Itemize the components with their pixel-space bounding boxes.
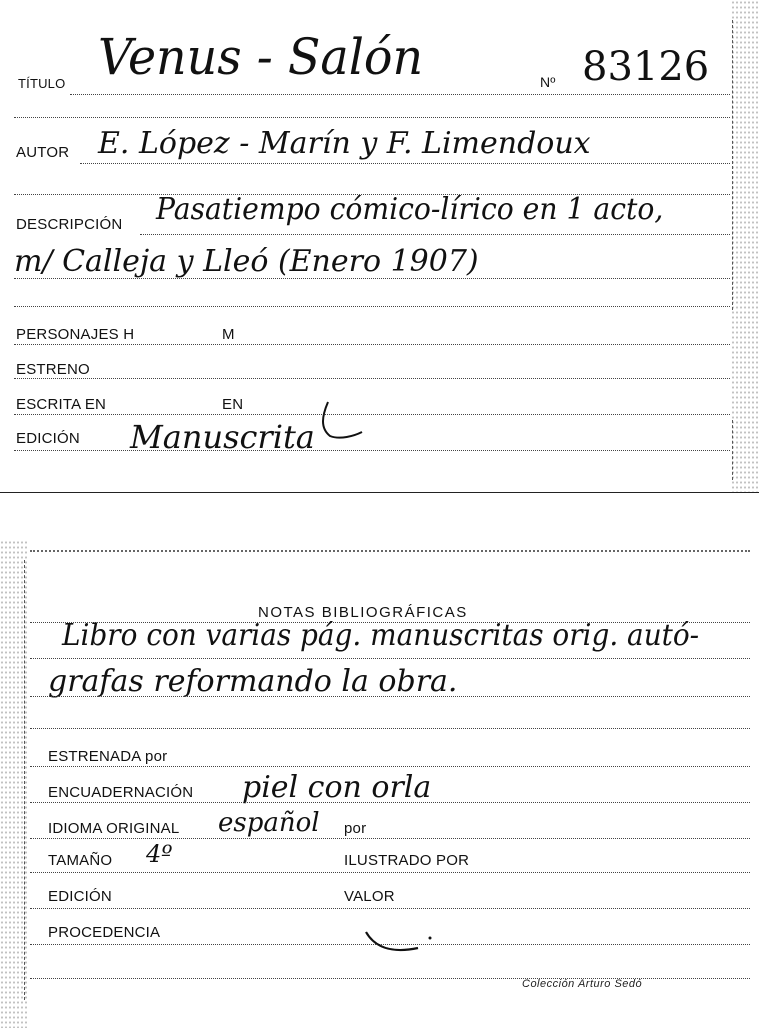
edicion-back-rule [30, 908, 750, 909]
autor-label: AUTOR [16, 144, 70, 161]
idioma-rule [30, 838, 750, 839]
escrita-rule [14, 414, 730, 415]
notas-rule-2 [30, 696, 750, 697]
notas-rule-3 [30, 728, 750, 729]
numero-value: 83126 [582, 44, 710, 90]
descripcion-label: DESCRIPCIÓN [16, 216, 123, 233]
edicion-label: EDICIÓN [16, 430, 80, 447]
ilustrado-label: ILUSTRADO POR [344, 852, 470, 869]
titulo-value: Venus - Salón [98, 28, 424, 86]
titulo-label: TÍTULO [18, 76, 66, 91]
estrenada-rule [30, 766, 750, 767]
tamano-rule [30, 872, 750, 873]
idioma-por-label: por [344, 820, 367, 837]
autor-rule [80, 163, 730, 164]
personajes-rule [14, 344, 730, 345]
edicion-rule [14, 450, 730, 451]
encuadernacion-label: ENCUADERNACIÓN [48, 784, 194, 801]
card-top-edge [30, 550, 750, 552]
estrenada-label: ESTRENADA por [48, 748, 168, 765]
encuadernacion-rule [30, 802, 750, 803]
descripcion-rule-1 [140, 234, 730, 235]
estreno-label: ESTRENO [16, 361, 90, 378]
catalog-card-back [0, 540, 759, 1028]
notas-rule-1 [30, 658, 750, 659]
tamano-value: 4º [146, 840, 173, 868]
escrita-label: ESCRITA EN [16, 396, 107, 413]
autor-value: E. López - Marín y F. Limendoux [98, 126, 591, 161]
descripcion-line1: Pasatiempo cómico-lírico en 1 acto, [156, 192, 664, 227]
numero-label: Nº [540, 74, 556, 90]
idioma-value: español [218, 808, 320, 838]
edicion-value: Manuscrita [130, 418, 315, 456]
pen-mark [310, 398, 370, 442]
edicion-back-label: EDICIÓN [48, 888, 112, 905]
notas-line2: grafas reformando la obra. [48, 664, 458, 699]
spacer-rule-1 [14, 117, 730, 118]
descripcion-rule-2 [14, 278, 730, 279]
idioma-label: IDIOMA ORIGINAL [48, 820, 180, 837]
notas-heading: NOTAS BIBLIOGRÁFICAS [258, 604, 468, 621]
personajes-m-label: M [222, 326, 235, 343]
card-edge-texture [731, 0, 759, 492]
descripcion-line2: m/ Calleja y Lleó (Enero 1907) [14, 244, 479, 279]
notas-line1: Libro con varias pág. manuscritas orig. autó- [62, 618, 700, 653]
coleccion-stamp: Colección Arturo Sedó [522, 978, 643, 990]
pen-mark-back [360, 920, 440, 970]
spacer-rule-3 [14, 306, 730, 307]
card-right-edge-lower [732, 420, 733, 480]
card-divider [0, 492, 759, 493]
card-right-edge [732, 20, 733, 310]
titulo-rule [70, 94, 730, 95]
catalog-card-front [0, 0, 759, 492]
encuadernacion-value: piel con orla [242, 770, 432, 805]
estreno-rule [14, 378, 730, 379]
personajes-label: PERSONAJES H [16, 326, 135, 343]
card-left-edge [24, 560, 25, 1000]
tamano-label: TAMAÑO [48, 852, 113, 869]
valor-label: VALOR [344, 888, 395, 905]
escrita-en-label: EN [222, 396, 244, 413]
procedencia-label: PROCEDENCIA [48, 924, 161, 941]
